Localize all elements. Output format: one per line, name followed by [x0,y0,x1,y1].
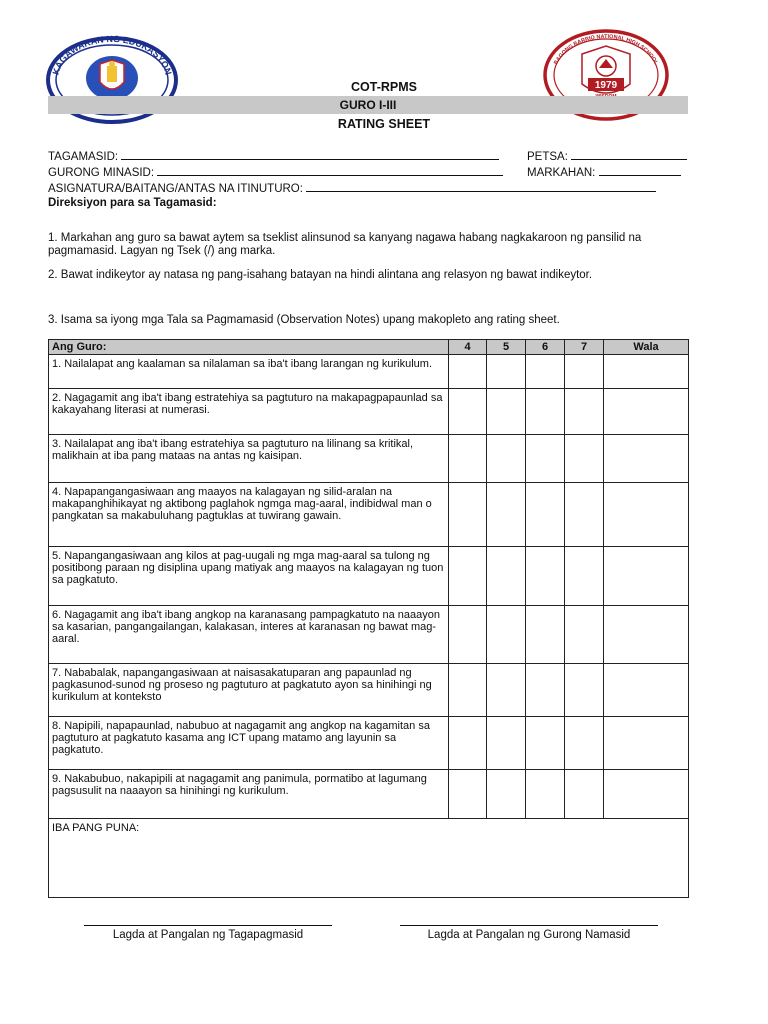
header-none: Wala [604,340,689,355]
doc-code: COT-RPMS [351,80,417,94]
observer-signature-label: Lagda at Pangalan ng Tagapagmasid [112,929,304,941]
observer-line[interactable] [121,149,499,160]
level-band [48,96,688,114]
score-cell[interactable] [565,355,604,389]
score-cell[interactable] [604,606,689,664]
teacher-signature-line[interactable] [400,925,658,926]
directions-heading: Direksiyon para sa Tagamasid: [48,197,217,209]
subject-line[interactable] [306,181,656,192]
score-cell[interactable] [526,389,565,435]
rating-table [48,339,689,898]
score-cell[interactable] [604,770,689,819]
indicator-text: 6. Nagagamit ang iba't ibang angkop na karanasang pampagkatuto na naaayon sa kasarian, pangangailangan, kalakasan, interes at karanasan ng bawat mag-aaral. [49,606,449,664]
score-cell[interactable] [449,717,487,770]
score-cell[interactable] [565,606,604,664]
indicator-text: 3. Nailalapat ang iba't ibang estratehiya sa pagtuturo na lilinang sa kritikal, malikhain at iba pang mataas na antas ng kaisipan. [49,435,449,483]
table-row [49,389,689,435]
direction-item-3: 3. Isama sa iyong mga Tala sa Pagmamasid (Observation Notes) upang makopleto ang rating sheet. [48,314,560,326]
indicator-text: 2. Nagagamit ang iba't ibang estratehiya sa pagtuturo na makapagpapaunlad sa kakayahang literasi at numerasi. [49,389,449,435]
score-cell[interactable] [487,664,526,717]
score-cell[interactable] [565,435,604,483]
score-cell[interactable] [604,664,689,717]
score-cell[interactable] [604,547,689,606]
table-row [49,664,689,717]
score-cell[interactable] [565,389,604,435]
teacher-signature-label: Lagda at Pangalan ng Gurong Namasid [427,929,631,941]
score-cell[interactable] [604,483,689,547]
score-cell[interactable] [449,435,487,483]
score-cell[interactable] [565,547,604,606]
svg-text:1979: 1979 [594,80,618,91]
level-title: GURO I-III [339,98,397,112]
score-cell[interactable] [565,664,604,717]
header-score-6: 6 [526,340,565,355]
rating-label: MARKAHAN: [527,167,596,179]
score-cell[interactable] [449,770,487,819]
table-header-row [49,340,689,355]
score-cell[interactable] [487,606,526,664]
score-cell[interactable] [526,770,565,819]
table-row [49,606,689,664]
indicator-text: 7. Nababalak, napangangasiwaan at naisasakatuparan ang papaunlad ng pagkasunod-sunod ng proseso ng pagtuturo at pagkatuto ayon sa hinihingi ng kurikulum at konteksto [49,664,449,717]
remarks-label[interactable]: IBA PANG PUNA: [49,819,689,898]
score-cell[interactable] [565,717,604,770]
observer-field [48,149,499,163]
score-cell[interactable] [604,389,689,435]
score-cell[interactable] [487,770,526,819]
score-cell[interactable] [604,717,689,770]
score-cell[interactable] [604,355,689,389]
table-row [49,547,689,606]
score-cell[interactable] [565,483,604,547]
teacher-line[interactable] [157,165,503,176]
score-cell[interactable] [604,435,689,483]
score-cell[interactable] [487,717,526,770]
date-label: PETSA: [527,151,568,163]
score-cell[interactable] [449,547,487,606]
rating-field [527,165,681,179]
score-cell[interactable] [526,547,565,606]
observer-signature-line[interactable] [84,925,332,926]
indicator-text: 9. Nakabubuo, nakapipili at nagagamit ang panimula, pormatibo at lagumang pagsusulit na naaayon sa hinihingi ng kurikulum. [49,770,449,819]
table-row [49,717,689,770]
score-cell[interactable] [449,664,487,717]
score-cell[interactable] [487,389,526,435]
score-cell[interactable] [449,389,487,435]
score-cell[interactable] [565,770,604,819]
score-cell[interactable] [526,606,565,664]
header-teacher: Ang Guro: [49,340,449,355]
score-cell[interactable] [487,435,526,483]
header-score-7: 7 [565,340,604,355]
svg-text:BAGONG BARRIO NATIONAL HIGH SC: BAGONG BARRIO NATIONAL HIGH SCHOOL [553,33,659,66]
teacher-field [48,165,503,179]
sheet-title: RATING SHEET [337,117,431,131]
date-field [527,149,687,163]
score-cell[interactable] [526,435,565,483]
table-row [49,435,689,483]
header-score-5: 5 [487,340,526,355]
subject-label: ASIGNATURA/BAITANG/ANTAS NA ITINUTURO: [48,183,303,195]
svg-text:KAGAWARAN NG EDUKASYON: KAGAWARAN NG EDUKASYON [50,34,174,76]
teacher-label: GURONG MINASID: [48,167,155,179]
indicator-text: 4. Napapangangasiwaan ang maayos na kalagayan ng silid-aralan na makapanghihikayat ng aktibong paglahok ngmga mag-aaral, indibidwal man o pangkatan sa makabuluhang pagtuklas at tuwirang gawain. [49,483,449,547]
subject-field [48,181,656,195]
observer-label: TAGAMASID: [48,151,119,163]
direction-item-2: 2. Bawat indikeytor ay natasa ng pang-isahang batayan na hindi alintana ang relasyon ng bawat indikeytor. [48,269,593,281]
indicator-text: 1. Nailalapat ang kaalaman sa nilalaman sa iba't ibang larangan ng kurikulum. [49,355,449,389]
rating-line[interactable] [599,165,681,176]
score-cell[interactable] [526,717,565,770]
score-cell[interactable] [487,355,526,389]
score-cell[interactable] [526,355,565,389]
indicator-text: 5. Napangangasiwaan ang kilos at pag-uugali ng mga mag-aaral sa tulong ng positibong paraan ng disiplina upang matiyak ang maayos na kalagayan ng tuon sa pagkatuto. [49,547,449,606]
header-score-4: 4 [449,340,487,355]
remarks-row [49,819,689,898]
score-cell[interactable] [449,355,487,389]
table-row [49,483,689,547]
table-row [49,355,689,389]
score-cell[interactable] [526,664,565,717]
direction-item-1: 1. Markahan ang guro sa bawat aytem sa tseklist alinsunod sa kanyang nagawa habang nagkakaroon ng pansilid na pagmamasid. Lagyan ng Tsek (/) ang marka. [48,232,642,257]
score-cell[interactable] [487,547,526,606]
date-line[interactable] [571,149,687,160]
score-cell[interactable] [526,483,565,547]
table-row [49,770,689,819]
score-cell[interactable] [449,606,487,664]
score-cell[interactable] [449,483,487,547]
score-cell[interactable] [487,483,526,547]
indicator-text: 8. Napipili, napapaunlad, nabubuo at nagagamit ang angkop na kagamitan sa pagtuturo at pagkatuto kasama ang ICT upang matamo ang layunin sa pagkatuto. [49,717,449,770]
